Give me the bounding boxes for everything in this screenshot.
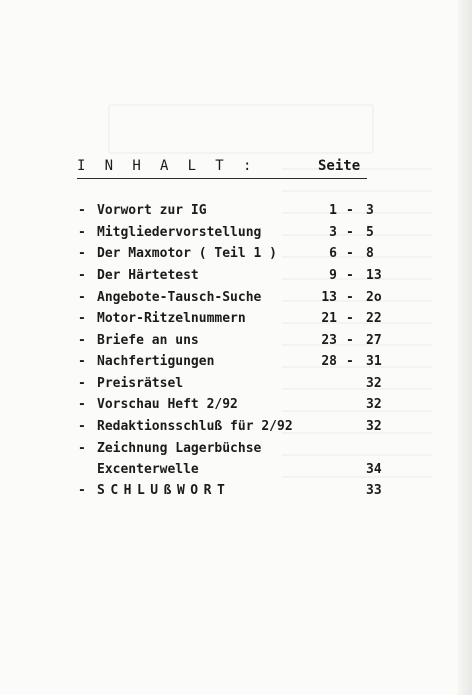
- entry-dash: -: [78, 246, 86, 261]
- entry-dash: -: [78, 311, 86, 326]
- toc-entry-redaktionsschluss: [0, 419, 472, 441]
- toc-entry-haertetest: [0, 268, 472, 290]
- entry-page-sep: -: [346, 354, 354, 369]
- entry-page: 34: [366, 462, 382, 477]
- bleed-through-stamp: [108, 104, 374, 154]
- entry-page-start: 28: [321, 354, 337, 369]
- entry-dash: -: [78, 290, 86, 305]
- entry-page: 32: [366, 376, 382, 391]
- entry-dash: -: [78, 203, 86, 218]
- entry-label: Vorschau Heft 2/92: [97, 397, 238, 412]
- entry-page-start: 9: [329, 268, 337, 283]
- entry-page-start: 23: [321, 333, 337, 348]
- entry-page-start: 21: [321, 311, 337, 326]
- entry-label: Briefe an uns: [97, 333, 199, 348]
- entry-page-end: 22: [366, 311, 382, 326]
- entry-page-end: 31: [366, 354, 382, 369]
- entry-page-end: 3: [366, 203, 374, 218]
- entry-page-end: 27: [366, 333, 382, 348]
- toc-entry-zeichnung: [0, 441, 472, 463]
- entry-page: 32: [366, 419, 382, 434]
- entry-dash: -: [78, 376, 86, 391]
- toc-entry-nachfertigungen: [0, 354, 472, 376]
- entry-page-end: 5: [366, 225, 374, 240]
- toc-entry-ritzelnummern: [0, 311, 472, 333]
- entry-label-continued: Excenterwelle: [97, 462, 199, 477]
- entry-label: Der Härtetest: [97, 268, 199, 283]
- toc-entry-maxmotor: [0, 246, 472, 268]
- entry-dash: -: [78, 483, 86, 498]
- entry-page-sep: -: [346, 225, 354, 240]
- toc-underline: [77, 178, 367, 179]
- toc-title: I N H A L T :: [77, 158, 257, 174]
- toc-entry-schlusswort: [0, 483, 472, 505]
- entry-label: Nachfertigungen: [97, 354, 215, 369]
- entry-page-sep: -: [346, 246, 354, 261]
- entry-dash: -: [78, 268, 86, 283]
- entry-page-sep: -: [346, 311, 354, 326]
- toc-page-label: Seite: [318, 158, 361, 174]
- entry-label: Zeichnung Lagerbüchse: [97, 441, 262, 456]
- entry-label: Mitgliedervorstellung: [97, 225, 262, 240]
- entry-label: Vorwort zur IG: [97, 203, 207, 218]
- entry-dash: -: [78, 397, 86, 412]
- entry-page-end: 2o: [366, 290, 382, 305]
- entry-page: 33: [366, 483, 382, 498]
- entry-dash: -: [78, 441, 86, 456]
- entry-label: Der Maxmotor ( Teil 1 ): [97, 246, 278, 261]
- entry-page-end: 13: [366, 268, 382, 283]
- entry-label: SCHLUßWORT: [97, 483, 231, 498]
- entry-label: Angebote-Tausch-Suche: [97, 290, 262, 305]
- entry-page-sep: -: [346, 203, 354, 218]
- entry-page-start: 3: [329, 225, 337, 240]
- entry-page-start: 6: [329, 246, 337, 261]
- entry-label: Preisrätsel: [97, 376, 184, 391]
- entry-page-sep: -: [346, 268, 354, 283]
- entry-page-sep: -: [346, 333, 354, 348]
- entry-page-sep: -: [346, 290, 354, 305]
- toc-entry-preisraetsel: [0, 376, 472, 398]
- toc-header: [77, 158, 369, 180]
- entry-page: 32: [366, 397, 382, 412]
- entry-dash: -: [78, 354, 86, 369]
- entry-dash: -: [78, 225, 86, 240]
- toc-entry-briefe: [0, 333, 472, 355]
- entry-page-start: 13: [321, 290, 337, 305]
- entry-page-end: 8: [366, 246, 374, 261]
- entry-dash: -: [78, 333, 86, 348]
- entry-label: Motor-Ritzelnummern: [97, 311, 246, 326]
- toc-entry-vorschau: [0, 397, 472, 419]
- entry-label: Redaktionsschluß für 2/92: [97, 419, 293, 434]
- entry-page-start: 1: [329, 203, 337, 218]
- toc-entry-angebote: [0, 290, 472, 312]
- entry-dash: -: [78, 419, 86, 434]
- toc-entry-excenterwelle: [0, 462, 472, 484]
- toc-entry-vorwort: [0, 203, 472, 225]
- toc-entry-mitglieder: [0, 225, 472, 247]
